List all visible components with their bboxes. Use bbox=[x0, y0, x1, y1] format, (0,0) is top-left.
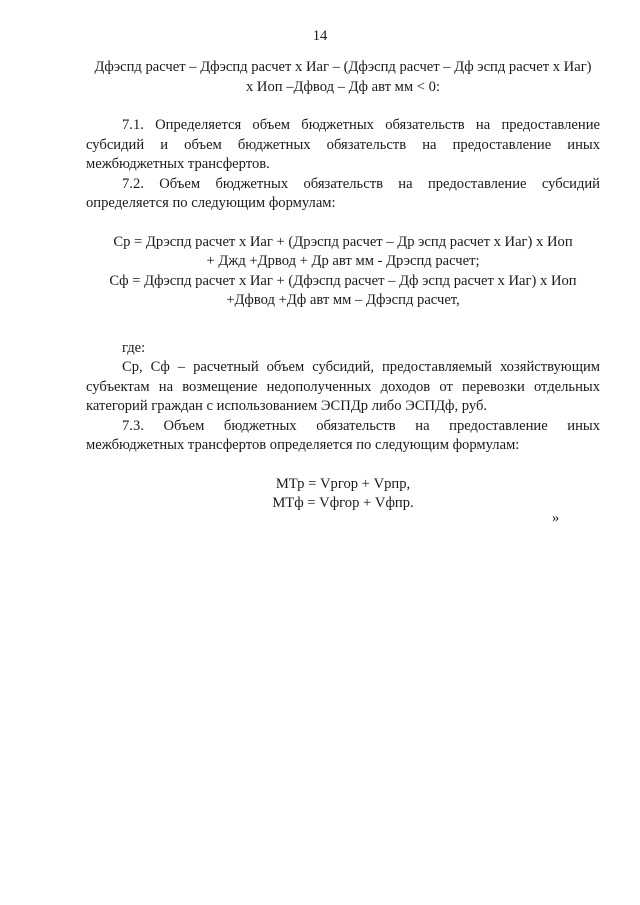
closing-quote: » bbox=[552, 510, 560, 526]
formula-mtf: МТф = Vфгор + Vфпр. bbox=[272, 495, 414, 511]
formula-cp-line-1: Ср = Дрэспд расчет х Иаг + (Дрэспд расчет – Др эспд расчет х Иаг) х Иоп bbox=[113, 233, 573, 250]
document-body bbox=[86, 58, 600, 514]
paragraph-7-1: 7.1. Определяется объем бюджетных обязательств на предоставление субсидий и объем бюджетных обязательств на предоставление иных межбюджетных трансфертов. bbox=[86, 117, 600, 172]
definition-paragraph: Ср, Сф – расчетный объем субсидий, предоставляемый хозяйствующим субъектам на возмещение недополученных доходов от перевозки отдельных категорий граждан с использованием ЭСПДр либо ЭСПДф, руб. bbox=[86, 359, 600, 414]
formula-mtr: МТр = Vргор + Vрпр, bbox=[275, 475, 411, 492]
where-label: где: bbox=[122, 339, 146, 356]
transfer-formulas bbox=[86, 475, 600, 514]
top-formula bbox=[86, 58, 600, 97]
formula-cf-line-2: +Дфвод +Дф авт мм – Дфэспд расчет, bbox=[226, 292, 460, 308]
formula-cf-line-1: Сф = Дфэспд расчет х Иаг + (Дфэспд расчет – Дф эспд расчет х Иаг) х Иоп bbox=[109, 272, 577, 289]
formula-cp-line-2: + Джд +Дрвод + Др авт мм - Дрэспд расчет; bbox=[206, 253, 480, 269]
top-formula-line-2: х Иоп –Дфвод – Дф авт мм < 0: bbox=[245, 78, 441, 95]
page-number: 14 bbox=[312, 28, 328, 44]
paragraph-7-2: 7.2. Объем бюджетных обязательств на предоставление субсидий определяется по следующим формулам: bbox=[86, 175, 600, 211]
top-formula-line-1: Дфэспд расчет – Дфэспд расчет х Иаг – (Дфэспд расчет – Дф эспд расчет х Иаг) bbox=[94, 59, 592, 75]
paragraph-7-3: 7.3. Объем бюджетных обязательств на предоставление иных межбюджетных трансфертов определяется по следующим формулам: bbox=[86, 417, 600, 453]
subsidy-formulas bbox=[86, 233, 600, 311]
